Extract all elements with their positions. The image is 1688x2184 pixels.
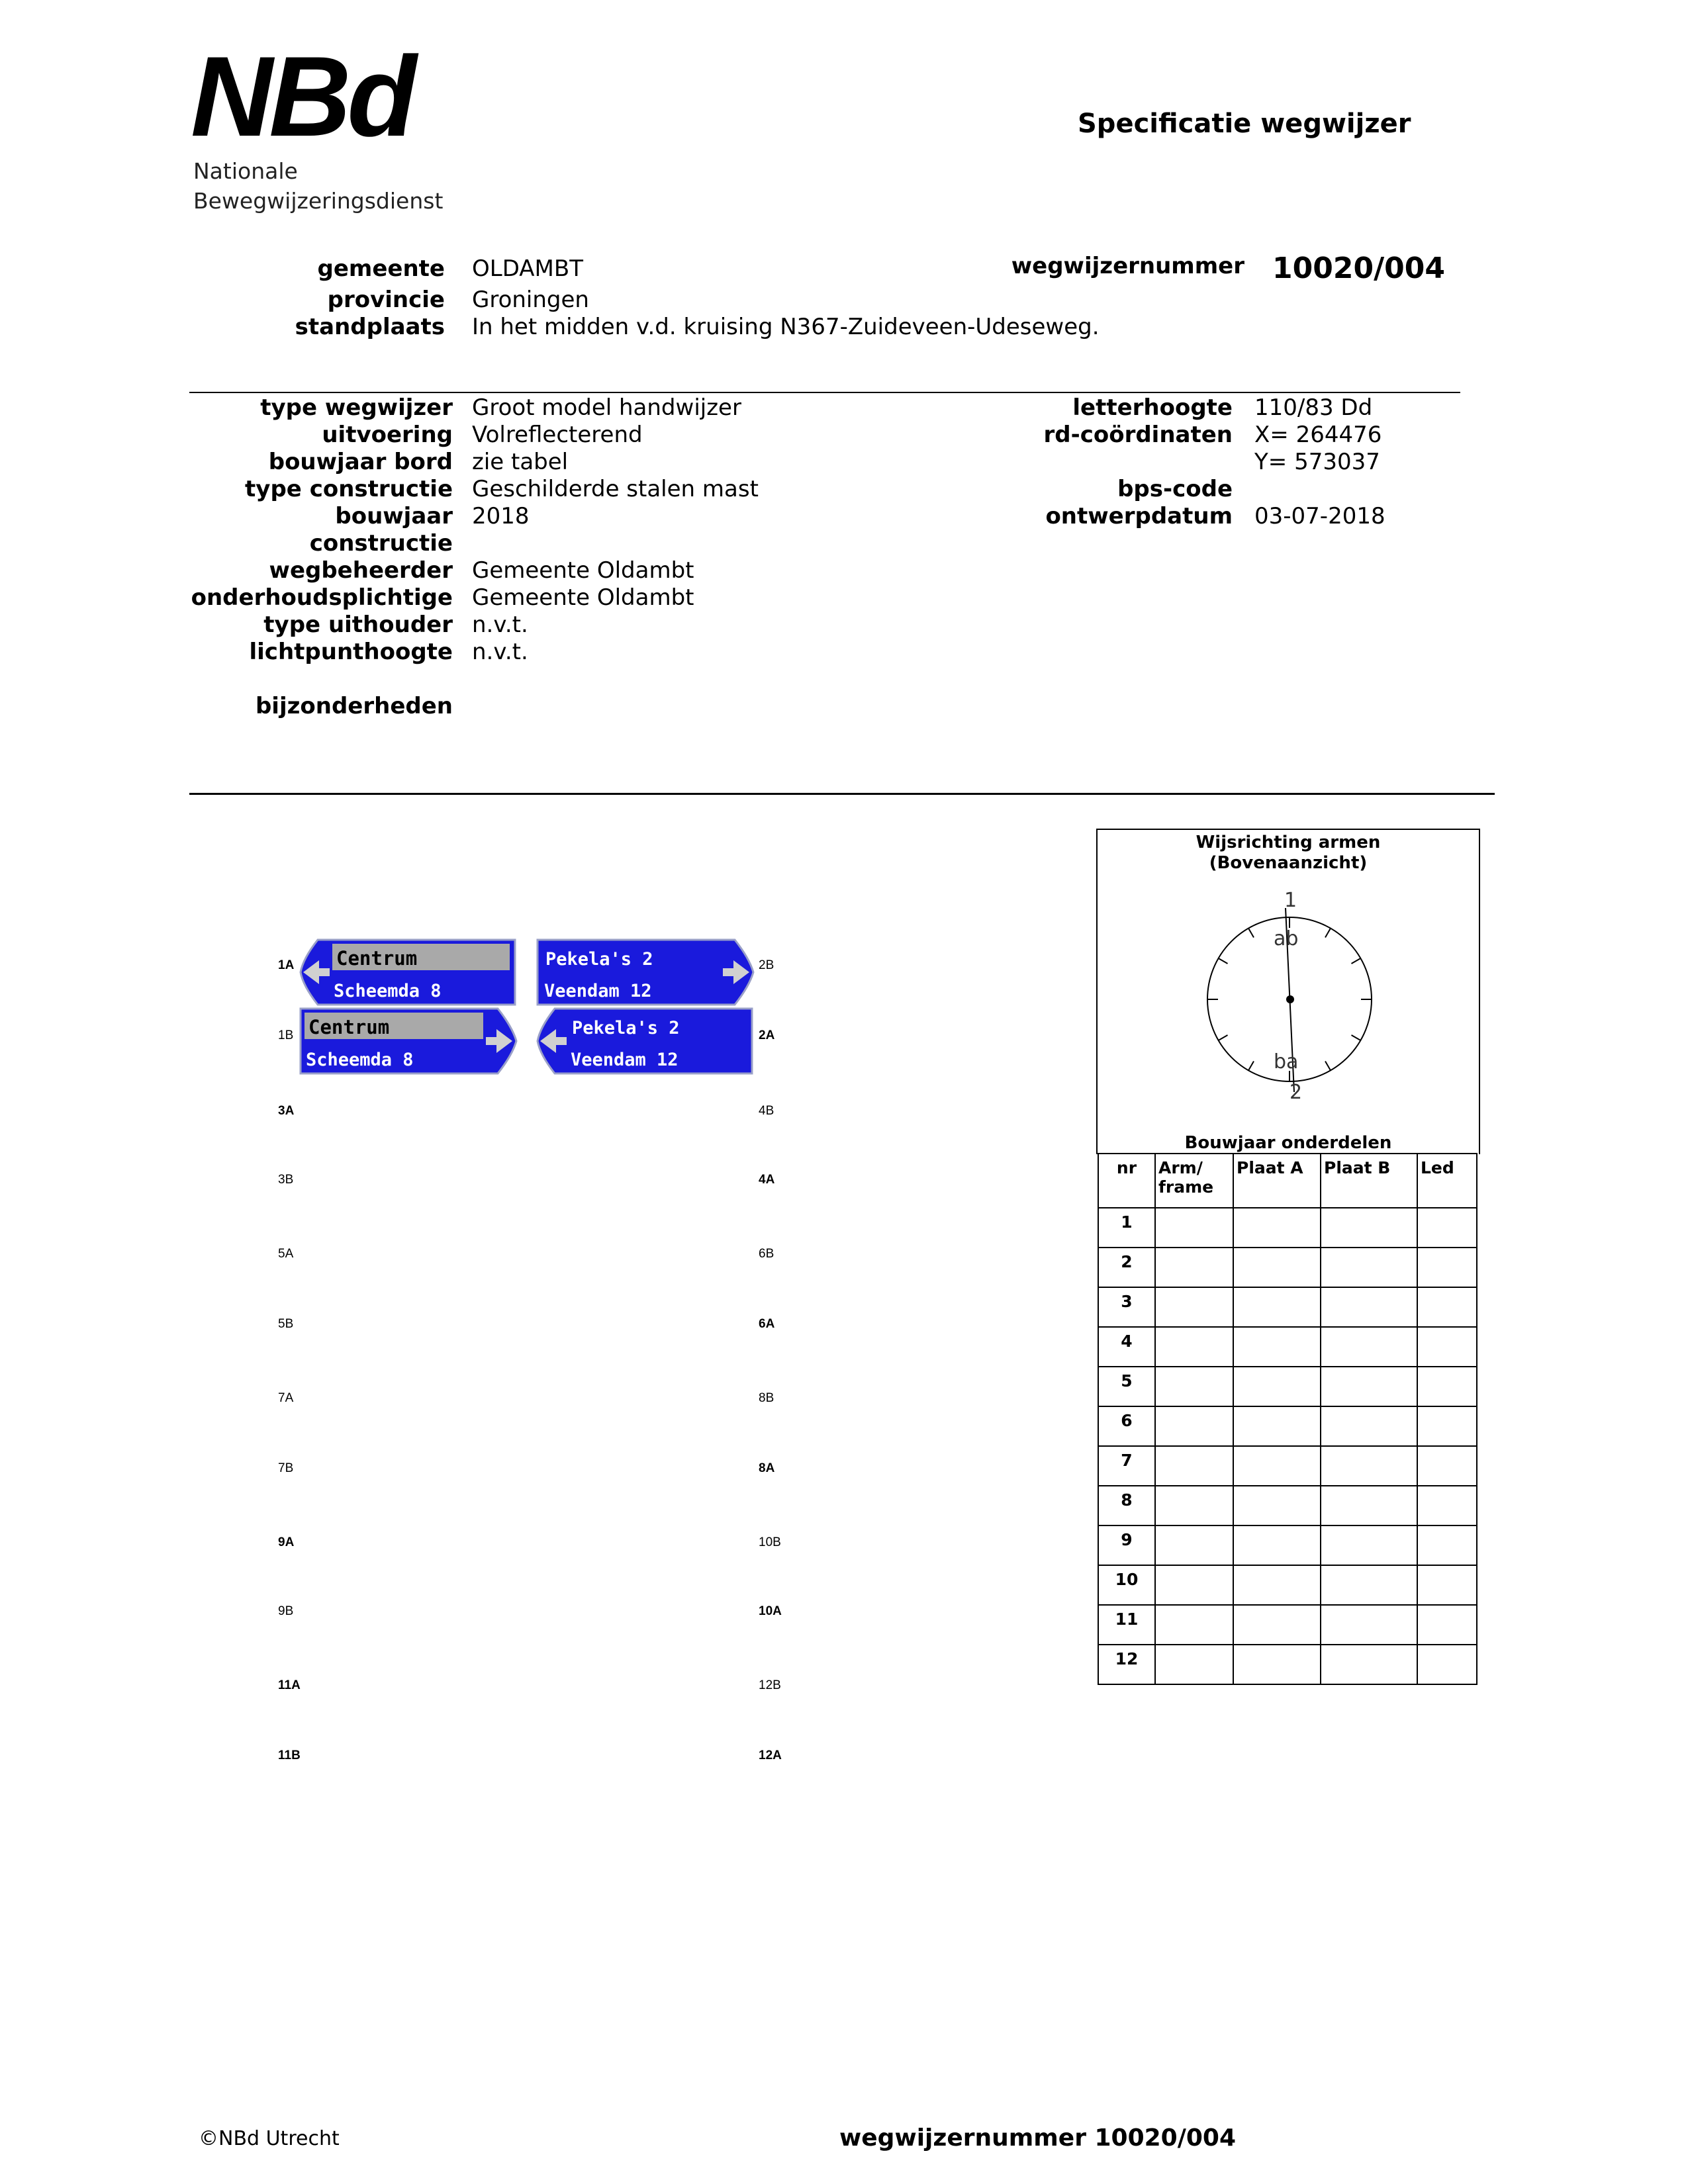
footer-copyright: ©NBd Utrecht [199,2127,340,2150]
spec-right-label: letterhoogte [1072,394,1233,421]
sign-label-7a: 7A [278,1391,294,1405]
sign-2b [536,938,755,1006]
sign-label-6a: 6A [759,1317,775,1331]
logo-nbd: NBd [191,33,413,160]
wegwijzernummer-value: 10020/004 [1272,251,1445,285]
spec-value: Gemeente Oldambt [472,557,694,584]
logo-line-1: Nationale [193,158,298,184]
arm-1-label: 1 [1284,889,1297,912]
table-row: 6 [1098,1406,1477,1446]
sign-label-4a: 4A [759,1173,775,1187]
sign-2b-line2: Veendam 12 [544,981,652,1001]
spec-right-label: bps-code [1117,476,1233,502]
spec-right-value: 110/83 Dd [1254,394,1373,421]
spec-value: n.v.t. [472,612,528,638]
divider-top [189,392,1460,393]
footer-wegwijzernummer: wegwijzernummer 10020/004 [839,2124,1237,2152]
wijsrichting-box [1096,829,1480,1154]
spec-right-value: Y= 573037 [1254,449,1380,475]
spec-label: type wegwijzer [260,394,453,421]
sign-label-10b: 10B [759,1535,781,1549]
standplaats-label: standplaats [295,314,445,340]
sign-label-7b: 7B [278,1461,294,1475]
bouwjaar-title: Bouwjaar onderdelen [1184,1133,1392,1153]
arm-2-label: 2 [1289,1081,1303,1101]
spec-value: n.v.t. [472,639,528,665]
header-plaat-b: Plaat B [1321,1154,1417,1208]
spec-value: Groot model handwijzer [472,394,741,421]
spec-label: type constructie [245,476,453,502]
document-title: Specificatie wegwijzer [1078,109,1411,139]
spec-label: wegbeheerder [269,557,453,584]
spec-label: type uithouder [263,612,453,638]
wijsrichting-title: Wijsrichting armen (Bovenaanzicht) [1196,833,1381,873]
spec-right-label: ontwerpdatum [1045,503,1233,529]
table-row: 2 [1098,1248,1477,1287]
sign-label-1b: 1B [278,1028,294,1042]
spec-label: onderhoudsplichtige [191,584,453,611]
table-row: 3 [1098,1287,1477,1327]
sign-2a [536,1007,755,1075]
gemeente-value: OLDAMBT [472,255,583,282]
sign-label-9a: 9A [278,1535,295,1549]
spec-right-value: 03-07-2018 [1254,503,1385,529]
sign-1a-line1: Centrum [336,947,418,970]
spec-label: constructie [309,530,453,557]
header-nr: nr [1098,1154,1155,1208]
sign-label-2a: 2A [759,1028,775,1042]
bijzonderheden-label: bijzonderheden [255,693,453,719]
divider-bottom [189,793,1495,795]
sign-label-4b: 4B [759,1104,774,1118]
spec-value: 2018 [472,503,530,529]
sign-label-5b: 5B [278,1317,294,1331]
sign-label-1a: 1A [278,958,295,972]
sign-2a-line2: Veendam 12 [571,1050,679,1070]
table-row: 7 [1098,1446,1477,1486]
spec-label: bouwjaar [335,503,453,529]
sign-label-3b: 3B [278,1173,294,1187]
bouwjaar-table [1098,1153,1477,1685]
table-row: 11 [1098,1605,1477,1645]
header-plaat-a: Plaat A [1233,1154,1321,1208]
sign-label-12a: 12A [759,1749,782,1762]
sign-1b-line2: Scheemda 8 [306,1050,414,1070]
spec-value: zie tabel [472,449,569,475]
sign-2a-line1: Pekela's 2 [572,1018,680,1038]
sign-label-11a: 11A [278,1678,301,1692]
standplaats-value: In het midden v.d. kruising N367-Zuideveen-Udeseweg. [472,314,1100,340]
sign-label-12b: 12B [759,1678,781,1692]
spec-label: bouwjaar bord [268,449,453,475]
header-arm-frame: Arm/ frame [1155,1154,1233,1208]
wegwijzernummer-label: wegwijzernummer [1011,253,1244,279]
sign-label-5a: 5A [278,1247,294,1261]
table-row: 10 [1098,1565,1477,1605]
sign-label-8a: 8A [759,1461,775,1475]
spec-right-value: X= 264476 [1254,422,1382,448]
spec-right-label: rd-coördinaten [1043,422,1233,448]
sign-1a [299,938,518,1006]
table-row: 4 [1098,1327,1477,1367]
arm-top-letters: ab [1274,927,1299,950]
sign-1a-line2: Scheemda 8 [334,981,442,1001]
compass-diagram [1197,889,1382,1101]
sign-1b [299,1007,518,1075]
table-row: 1 [1098,1208,1477,1248]
spec-value: Geschilderde stalen mast [472,476,759,502]
sign-label-11b: 11B [278,1749,301,1762]
sign-2b-line1: Pekela's 2 [545,949,653,970]
sign-1b-line1: Centrum [308,1016,390,1038]
provincie-value: Groningen [472,287,589,313]
logo-line-2: Bewegwijzeringsdienst [193,188,444,214]
header-led: Led [1417,1154,1477,1208]
table-header-row [1098,1154,1477,1208]
table-row: 9 [1098,1525,1477,1565]
sign-label-9b: 9B [278,1604,294,1618]
sign-label-6b: 6B [759,1247,774,1261]
spec-value: Volreflecterend [472,422,643,448]
table-row: 5 [1098,1367,1477,1406]
sign-label-8b: 8B [759,1391,774,1405]
gemeente-label: gemeente [317,255,445,282]
table-row: 12 [1098,1645,1477,1684]
logo-subtitle [193,156,443,216]
spec-label: uitvoering [322,422,453,448]
table-row: 8 [1098,1486,1477,1525]
spec-value: Gemeente Oldambt [472,584,694,611]
sign-label-2b: 2B [759,958,774,972]
arm-bottom-letters: ba [1274,1050,1299,1073]
provincie-label: provincie [327,287,445,313]
sign-label-3a: 3A [278,1104,295,1118]
spec-label: lichtpunthoogte [249,639,453,665]
sign-label-10a: 10A [759,1604,782,1618]
